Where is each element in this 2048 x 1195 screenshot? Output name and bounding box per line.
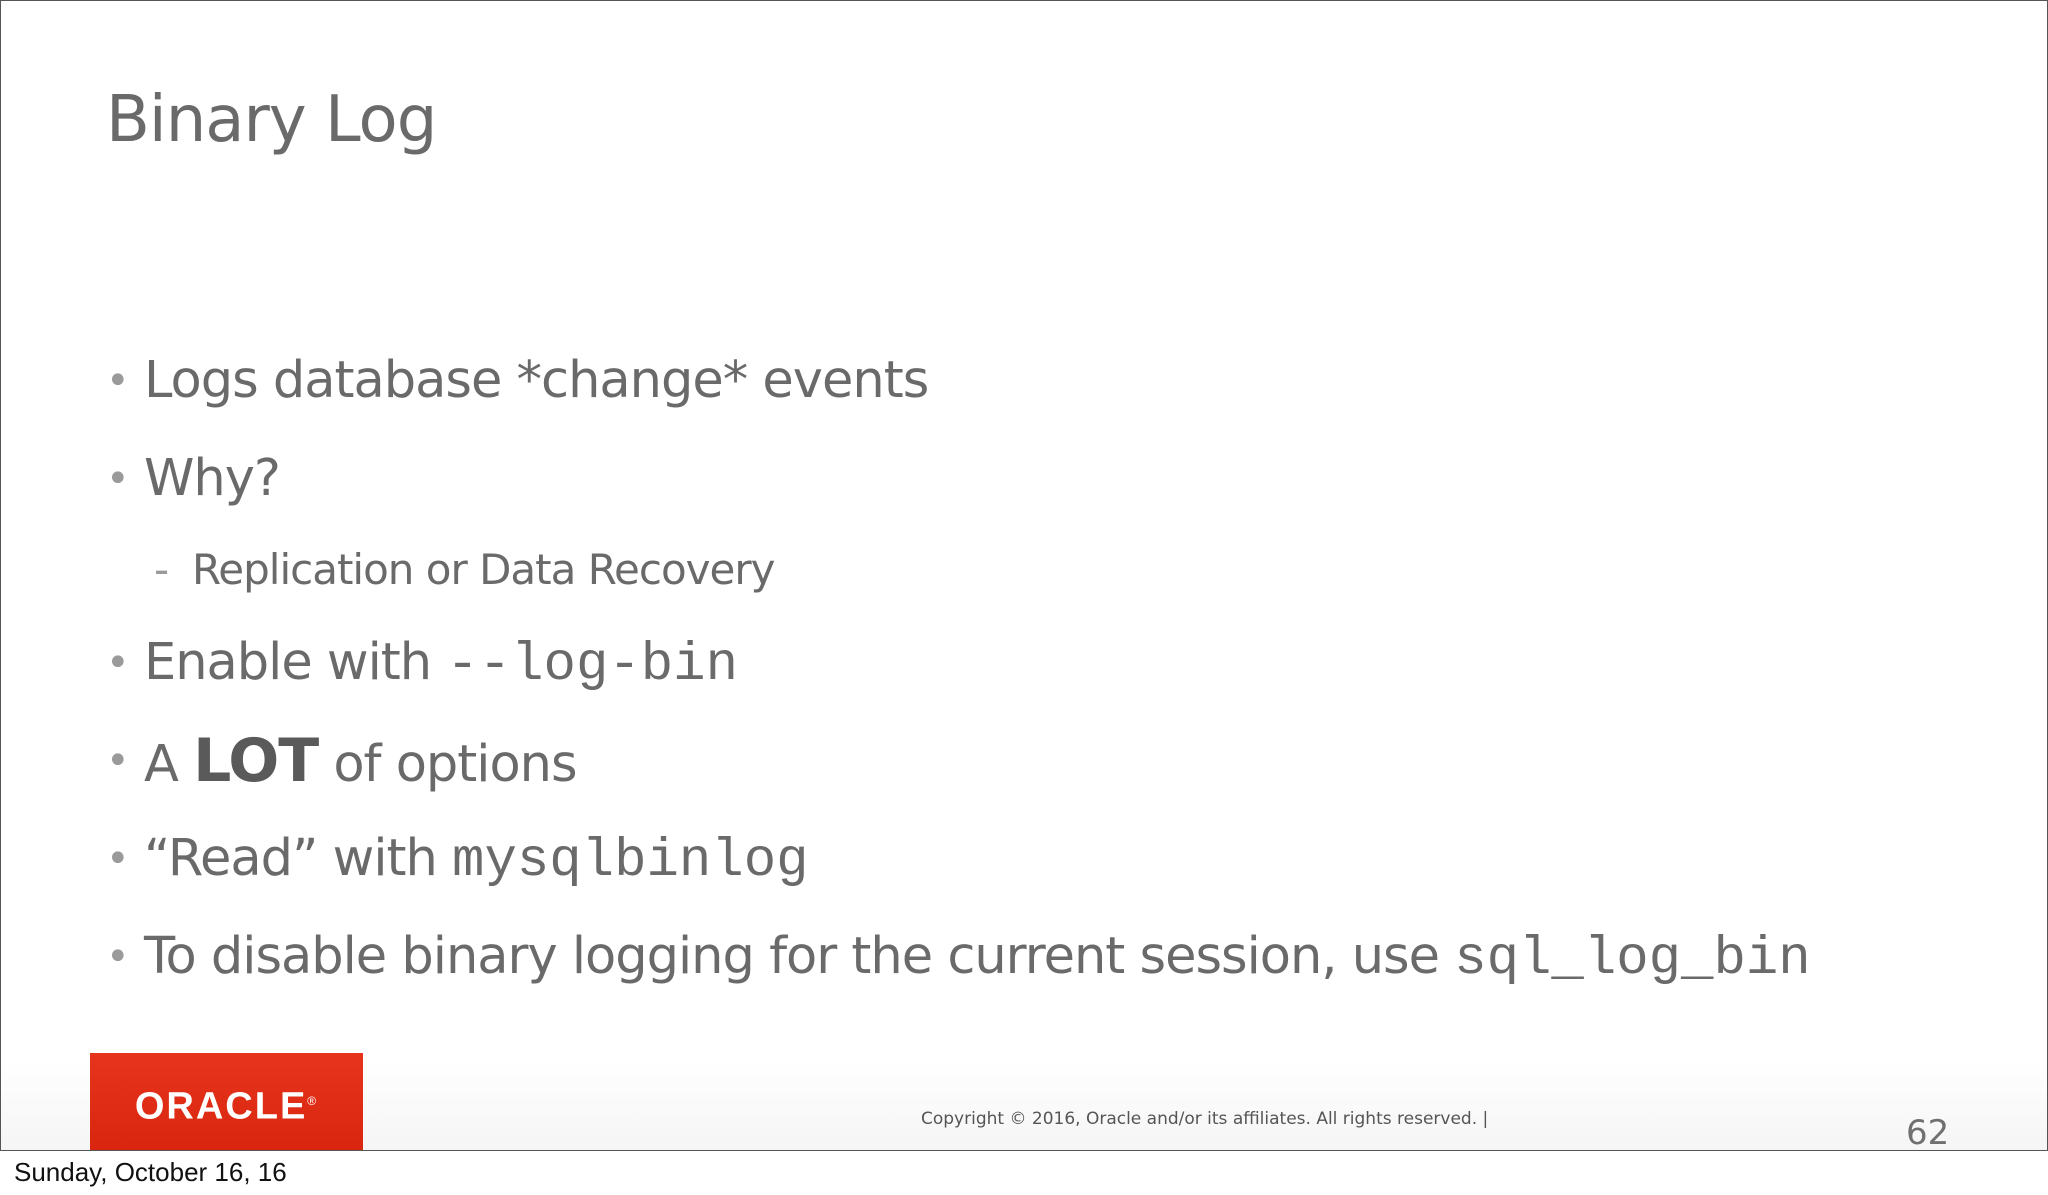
- bullet-dot: •: [106, 934, 129, 980]
- oracle-logo-word: ORACLE: [134, 1085, 308, 1128]
- bullet-enable-log-bin: [106, 623, 738, 703]
- bullet-text: Why?: [144, 449, 281, 508]
- code-mysqlbinlog: mysqlbinlog: [452, 831, 809, 892]
- registered-mark: ®: [307, 1094, 319, 1108]
- bullet-disable-logging: [106, 917, 1811, 997]
- code-sql-log-bin: sql_log_bin: [1454, 929, 1811, 990]
- bullet-text: To disable binary logging for the current session, use: [144, 927, 1455, 986]
- copyright-notice: Copyright © 2016, Oracle and/or its affiliates. All rights reserved. |: [921, 1109, 1489, 1129]
- bullet-dot: •: [106, 456, 129, 502]
- bold-lot: LOT: [193, 726, 319, 796]
- sub-bullet-dash: -: [154, 545, 169, 594]
- bullet-text: of options: [318, 735, 577, 794]
- bullet-text: Logs database *change* events: [144, 351, 929, 410]
- bullet-text: Enable with: [144, 633, 447, 692]
- date-caption: Sunday, October 16, 16: [14, 1157, 287, 1187]
- bullet-lot-of-options: [106, 721, 577, 801]
- bullet-read-mysqlbinlog: [106, 819, 809, 899]
- oracle-logo-text: [90, 1081, 363, 1127]
- bullet-text: A: [144, 735, 194, 794]
- bullet-dot: •: [106, 640, 129, 686]
- bullet-text: “Read” with: [144, 829, 453, 888]
- bullet-why: [106, 439, 280, 519]
- slide-title: Binary Log: [106, 83, 437, 157]
- sub-bullet-replication: [154, 535, 774, 605]
- sub-bullet-text: Replication or Data Recovery: [192, 545, 775, 594]
- bullet-dot: •: [106, 836, 129, 882]
- oracle-logo: [90, 1053, 363, 1150]
- bullet-dot: •: [106, 738, 129, 784]
- code-log-bin: --log-bin: [446, 635, 738, 696]
- page-number: 62: [1906, 1113, 1950, 1151]
- bullet-dot: •: [106, 358, 129, 404]
- bullet-change-events: [106, 341, 928, 421]
